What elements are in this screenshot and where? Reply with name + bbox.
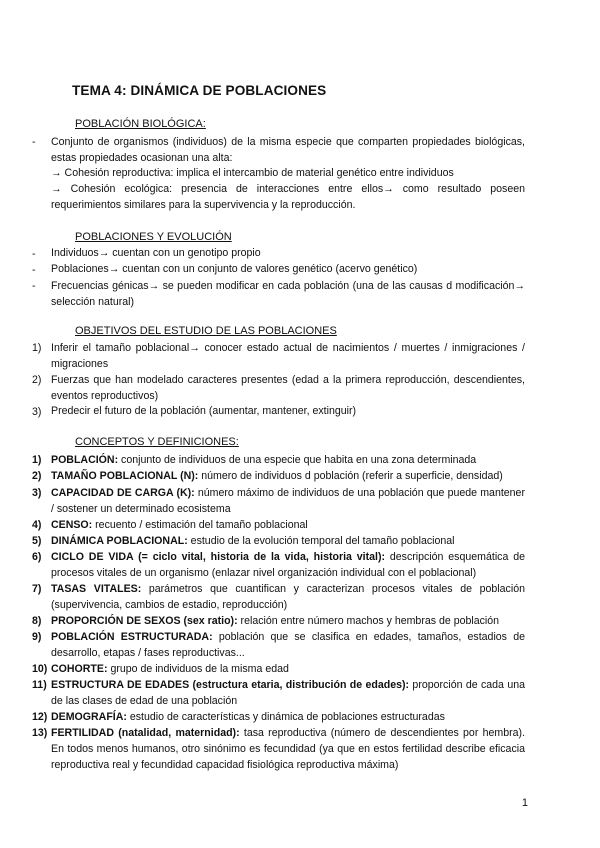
definition-term: CENSO: [51,519,93,531]
paragraph-text: Conjunto de organismos (individuos) de la misma especie que comparten propiedades biológicas, estas propiedades ocasionan una alta: [51,136,525,164]
definition-item [51,485,525,517]
list-item: Individuos→ cuentan con un genotipo propio [51,247,261,259]
definition-term: TAMAÑO POBLACIONAL (N): [51,470,199,482]
definition-item [51,629,525,661]
definition-item [51,533,525,549]
definition-item [51,452,525,468]
definition-term: FERTILIDAD (natalidad, maternidad): [51,727,240,739]
definition-item [51,677,525,709]
section-heading-poblaciones-evolucion: POBLACIONES Y EVOLUCIÓN [75,231,232,243]
list-marker: - [32,136,36,148]
definition-term: PROPORCIÓN DE SEXOS (sex ratio): [51,615,238,627]
definition-term: ESTRUCTURA DE EDADES (estructura etaria, distribución de edades): [51,679,410,691]
definition-text: población que se clasifica en edades, tamaños, estadios de desarrollo, etapas / fases reproductivas... [51,631,526,659]
list-marker: - [32,248,36,260]
definition-number: 2) [32,470,42,482]
definition-term: DINÁMICA POBLACIONAL: [51,535,188,547]
definition-text: parámetros que cuantifican y caracterizan procesos vitales de población (supervivencia, cambios de estadio, reproducción) [51,583,525,611]
definition-text: recuento / estimación del tamaño poblacional [92,519,308,531]
list-marker: 3) [32,406,42,418]
definition-number: 5) [32,535,42,547]
list-marker: 1) [32,342,42,354]
list-marker: - [32,280,36,292]
definition-term: CICLO DE VIDA (= ciclo vital, historia de la vida, historia vital): [51,551,386,563]
list-item: Fuerzas que han modelado caracteres presentes (edad a la primera reproducción, descendientes, eventos reproductivos) [51,374,525,402]
list-item: Frecuencias génicas→ se pueden modificar en cada población (una de las causas d modificación→ selección natural) [51,280,525,308]
paragraph-line: → Cohesión reproductiva: implica el intercambio de material genético entre individuos [51,167,454,179]
definition-term: CAPACIDAD DE CARGA (K): [51,487,195,499]
definition-number: 1) [32,454,42,466]
definition-number: 9) [32,631,42,643]
definition-text: relación entre número machos y hembras de población [237,615,500,627]
definition-number: 12) [32,711,48,723]
definition-text: número de individuos d población (referir a superficie, densidad) [198,470,503,482]
section-heading-conceptos: CONCEPTOS Y DEFINICIONES: [75,436,239,448]
definition-text: estudio de la evolución temporal del tamaño poblacional [187,535,455,547]
definition-number: 6) [32,551,42,563]
definition-term: POBLACIÓN ESTRUCTURADA: [51,631,213,643]
definition-text: número máximo de individuos de una población que puede mantener / sostener un determinado ecosistema [51,487,525,515]
page-title: TEMA 4: DINÁMICA DE POBLACIONES [72,83,327,98]
definition-item [51,725,525,773]
definition-term: COHORTE: [51,663,108,675]
list-item: Poblaciones→ cuentan con un conjunto de valores genético (acervo genético) [51,263,418,275]
definition-number: 10) [32,663,48,675]
list-marker: 2) [32,374,42,386]
definition-item [51,468,525,484]
list-marker: - [32,264,36,276]
definition-item [51,661,525,677]
list-item: Predecir el futuro de la población (aumentar, mantener, extinguir) [51,405,357,417]
definition-item [51,517,525,533]
definition-number: 3) [32,487,42,499]
page-number: 1 [521,797,528,809]
definition-text: descripción esquemática de procesos vitales de un organismo (enlazar nivel organización individual con el poblacional) [51,551,525,579]
definition-number: 4) [32,519,42,531]
definition-text: grupo de individuos de la misma edad [107,663,289,675]
definition-term: TASAS VITALES: [51,583,142,595]
definition-item [51,549,525,581]
paragraph-line: requerimientos similares para la supervivencia y la reproducción. [51,199,356,211]
definition-item [51,581,525,613]
paragraph-definition [51,134,525,166]
definition-number: 7) [32,583,42,595]
definition-number: 11) [32,679,47,691]
section-heading-objetivos: OBJETIVOS DEL ESTUDIO DE LAS POBLACIONES [75,325,337,337]
definition-text: tasa reproductiva (número de descendientes por hembra). En todos menos humanos, otro sinónimo es fecundidad (ya que en estos fertilidad describe eficacia reproductiva real y fecundidad capacidad fisiológica reproductiva máxima) [51,727,525,771]
definition-term: DEMOGRAFÍA: [51,711,127,723]
definition-number: 13) [32,727,48,739]
definition-text: proporción de cada una de las clases de edad de una población [51,679,525,707]
list-item: Inferir el tamaño poblacional→ conocer estado actual de nacimientos / muertes / inmigraciones / migraciones [51,342,525,370]
definition-item [51,709,525,725]
definition-text: conjunto de individuos de una especie que habita en una zona determinada [118,454,477,466]
definition-term: POBLACIÓN: [51,454,119,466]
definition-text: estudio de características y dinámica de poblaciones estructuradas [126,711,445,723]
definition-number: 8) [32,615,42,627]
paragraph-line: → Cohesión ecológica: presencia de interacciones entre ellos→ como resultado poseen [51,183,525,195]
section-heading-poblacion-biologica: POBLACIÓN BIOLÓGICA: [75,118,206,130]
definition-item [51,613,525,629]
